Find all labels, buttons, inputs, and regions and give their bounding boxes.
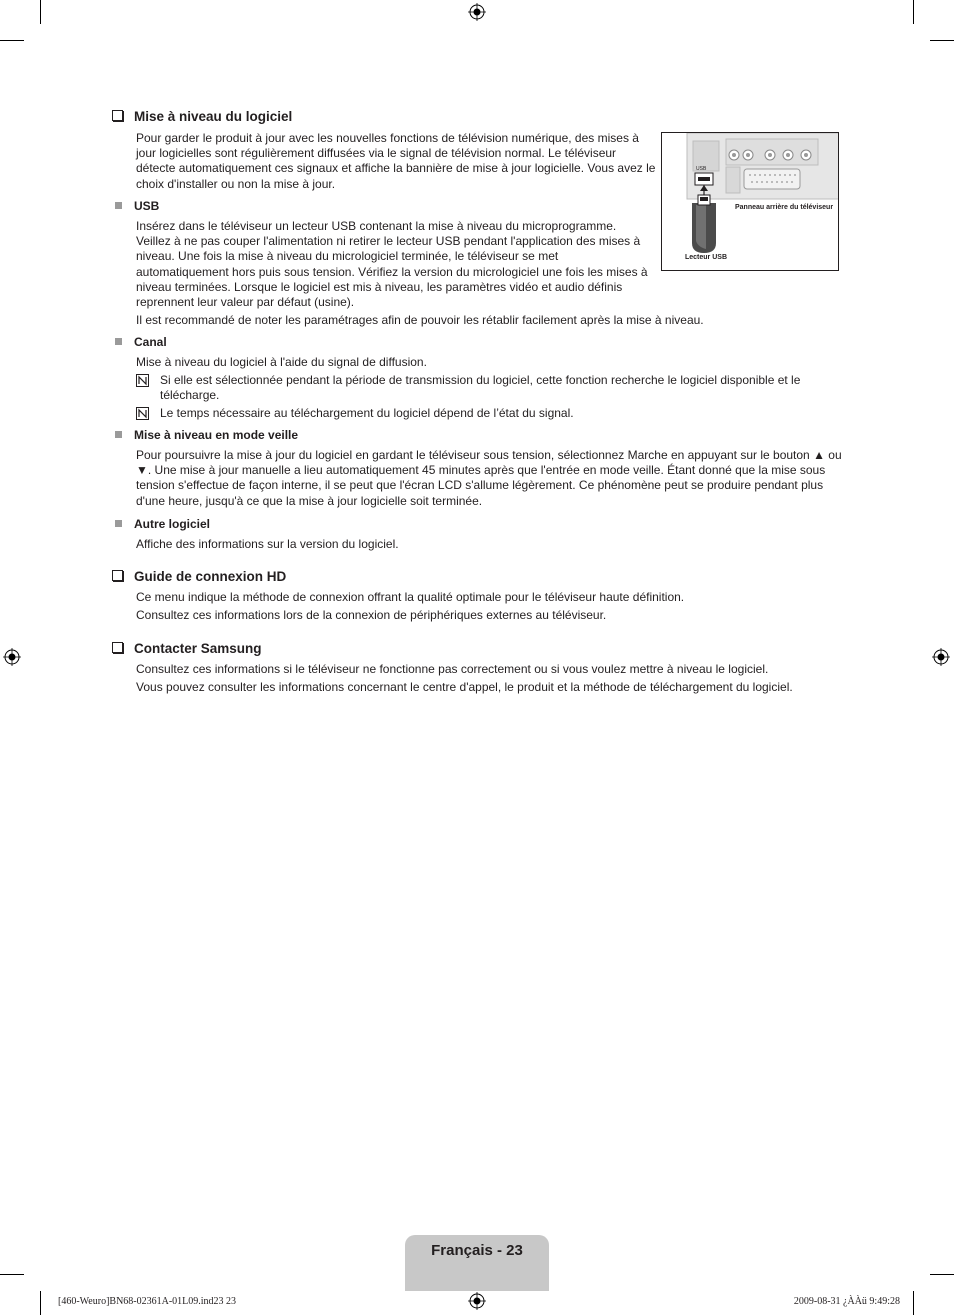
square-bullet-icon: [115, 202, 122, 209]
subsection-usb-label: USB: [134, 199, 160, 213]
tv-rear-panel-icon: [662, 133, 839, 271]
registration-mark-icon: [468, 3, 486, 21]
crop-mark: [913, 1291, 914, 1315]
contact-line-1: Consultez ces informations si le téléviseur ne fonctionne pas correctement ou si vous voulez mettre à niveau le logiciel.: [136, 662, 769, 676]
square-bullet-icon: [115, 431, 122, 438]
checkbox-bullet-icon: [112, 642, 123, 653]
subsection-usb: [115, 199, 159, 213]
hd-guide-line-1: Ce menu indique la méthode de connexion offrant la qualité optimale pour le téléviseur haute définition.: [136, 590, 685, 604]
crop-mark: [930, 1274, 954, 1275]
note-text: Le temps nécessaire au téléchargement du logiciel dépend de l’état du signal.: [160, 406, 574, 420]
crop-mark: [913, 0, 914, 24]
hd-guide-line-2: Consultez ces informations lors de la connexion de périphériques externes au téléviseur.: [136, 608, 607, 622]
print-slug-left: [460-Weuro]BN68-02361A-01L09.ind23 23: [58, 1296, 237, 1307]
usb-drive-label: Lecteur USB: [685, 254, 728, 261]
section-title-software-update: [112, 109, 292, 124]
section-title-text: Guide de connexion HD: [134, 569, 287, 584]
rear-panel-label: Panneau arrière du téléviseur: [735, 204, 834, 211]
subsection-other-label: Autre logiciel: [134, 517, 211, 531]
contact-line-2: Vous pouvez consulter les informations concernant le centre d'appel, le produit et la méthode de téléchargement du logiciel.: [136, 680, 793, 694]
registration-mark-icon: [468, 1292, 486, 1310]
checkbox-bullet-icon: [112, 570, 123, 581]
section-title-text: Contacter Samsung: [134, 641, 262, 656]
note-text: Si elle est sélectionnée pendant la période de transmission du logiciel, cette fonction recherche le logiciel disponible et le télécharge.: [160, 373, 801, 403]
usb-connection-figure: [661, 132, 839, 271]
note-canal-1: [136, 373, 826, 403]
crop-mark: [0, 1274, 24, 1275]
checkbox-bullet-icon: [112, 110, 123, 121]
note-icon: [136, 407, 149, 420]
subsection-standby: [115, 428, 298, 442]
crop-mark: [930, 40, 954, 41]
section-title-text: Mise à niveau du logiciel: [134, 109, 293, 124]
subsection-standby-label: Mise à niveau en mode veille: [134, 428, 299, 442]
subsection-canal: [115, 335, 167, 349]
subsection-other-software: [115, 517, 210, 531]
square-bullet-icon: [115, 338, 122, 345]
page-number-label: Français - 23: [431, 1242, 523, 1259]
crop-mark: [40, 1291, 41, 1315]
other-software-text: Affiche des informations sur la version du logiciel.: [136, 537, 399, 551]
registration-mark-icon: [3, 648, 21, 666]
square-bullet-icon: [115, 520, 122, 527]
subsection-canal-label: Canal: [134, 335, 167, 349]
note-canal-2: [136, 406, 826, 421]
section-title-hd-guide: [112, 569, 286, 584]
usb-port-label: USB: [696, 166, 707, 172]
standby-text: Pour poursuivre la mise à jour du logiciel en gardant le téléviseur sous tension, sélectionnez Marche en appuyant sur le bouton ▲ ou ▼. Une mise à jour manuelle a lieu automatiquement 45 minutes après que l'entrée en mode veille. Étant donné que la mise sous tension s'effectue de façon interne, il se peut que l'écran LCD s'allume légèrement. Ce phénomène peut se produire pendant plus d'une heure, jusqu'à ce que la mise à jour logicielle soit terminée.: [136, 448, 842, 508]
software-update-intro: Pour garder le produit à jour avec les nouvelles fonctions de télévision numérique, des mises à jour logicielles sont régulièrement diffusées via le signal de télévision normal. Le téléviseur détecte automatiquement ces signaux et affiche la bannière de mise à jour logicielle. Vous avez le choix d'installer ou non la mise à jour.: [136, 131, 656, 191]
crop-mark: [40, 0, 41, 24]
usb-recommend-text: Il est recommandé de noter les paramétrages afin de pouvoir les rétablir facilement après la mise à niveau.: [136, 313, 704, 327]
canal-text: Mise à niveau du logiciel à l'aide du signal de diffusion.: [136, 355, 427, 369]
section-title-contact: [112, 641, 262, 656]
usb-text: Insérez dans le téléviseur un lecteur USB contenant la mise à niveau du microprogramme. Veillez à ne pas couper l'alimentation ni retirer le lecteur USB pendant l'application des mises à niveau. Une fois la mise à niveau du micrologiciel terminée, le téléviseur se met automatiquement hors puis sous tension. Vérifiez la version du micrologiciel une fois les mises à niveau terminées. Lorsque le logiciel est mis à niveau, les paramètres vidéo et audio définis reprennent leur valeur par défaut (usine).: [136, 219, 648, 310]
note-icon: [136, 374, 149, 387]
print-slug-right: 2009-08-31 ¿ÀÀü 9:49:28: [793, 1296, 900, 1307]
registration-mark-icon: [932, 648, 950, 666]
crop-mark: [0, 40, 24, 41]
